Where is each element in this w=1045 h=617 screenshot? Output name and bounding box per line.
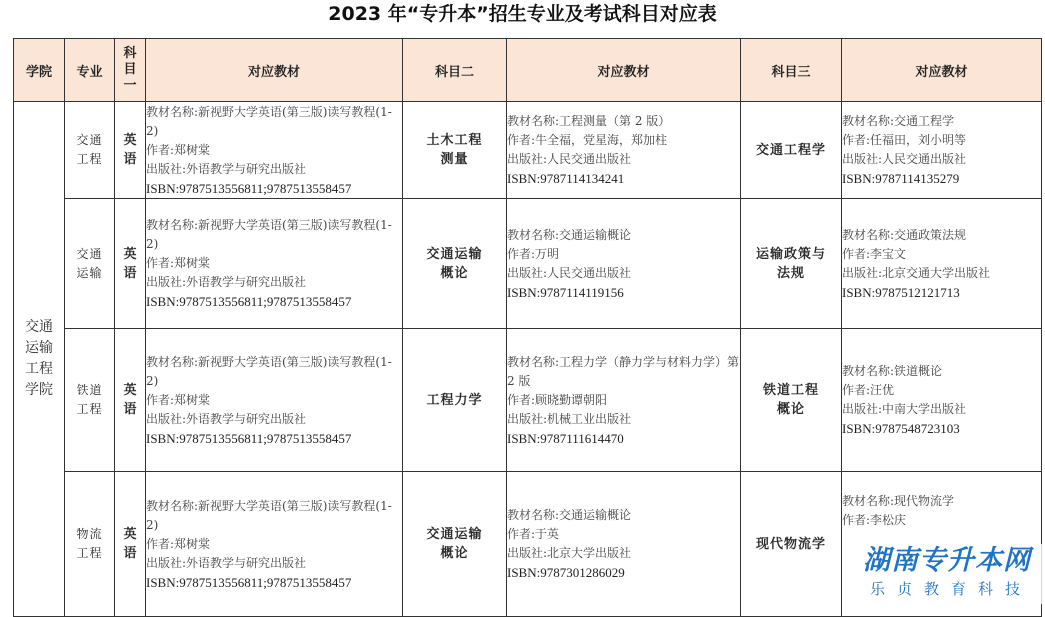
book-publisher: 出版社:人民交通出版社: [507, 152, 632, 166]
book-publisher: 出版社:外语教学与研究出版社: [146, 275, 307, 289]
book-isbn: ISBN:9787114134241: [507, 171, 625, 186]
book-name: 教材名称:新视野大学英语(第三版)读写教程(1-2): [146, 498, 392, 532]
book-publisher: 出版社:外语教学与研究出版社: [146, 555, 307, 570]
header-book3: 对应教材: [842, 39, 1042, 102]
header-college: 学院: [14, 39, 65, 102]
subject1-cell: 英语: [115, 102, 146, 199]
book1-cell: [146, 199, 403, 329]
book-isbn: ISBN:9787111614470: [507, 430, 624, 446]
book2-cell: [507, 472, 741, 617]
subject2-cell: 交通运输概论: [403, 199, 507, 329]
header-subject3: 科目三: [741, 39, 842, 102]
table-row: [14, 329, 1042, 472]
book-author: 作者:郑树棠: [146, 256, 211, 270]
book-author: 作者:郑树棠: [146, 142, 211, 157]
watermark-sub: 乐贞教育科技: [869, 580, 1032, 598]
subject3-cell: 现代物流学: [741, 472, 842, 617]
book-name: 教材名称:工程力学（静力学与材料力学）第 2 版: [507, 354, 740, 388]
book-author: 作者:李松庆: [842, 513, 907, 527]
book-publisher: 出版社:中南大学出版社: [842, 402, 967, 416]
subject2-cell: 交通运输概论: [403, 472, 507, 617]
book-name: 教材名称:铁道概论: [842, 364, 943, 378]
book-isbn: ISBN:9787513556811;9787513558457: [146, 430, 352, 446]
subject-table: [13, 38, 1042, 617]
book-isbn: ISBN:9787301286029: [507, 565, 625, 580]
book-name: 教材名称:交通运输概论: [507, 508, 632, 522]
book-name: 教材名称:交通政策法规: [842, 227, 967, 242]
subject3-cell: 交通工程学: [741, 102, 842, 199]
book-name: 教材名称:交通工程学: [842, 114, 955, 128]
header-subject1: 科目一: [115, 39, 146, 102]
major-cell: 铁道工程: [65, 329, 115, 472]
book2-cell: [507, 199, 741, 329]
book-author: 作者:郑树棠: [146, 392, 211, 407]
subject1-cell: 英语: [115, 472, 146, 617]
book-isbn: ISBN:9787512121713: [842, 284, 960, 300]
book-author: 作者:李宝文: [842, 246, 907, 261]
header-book1: 对应教材: [146, 39, 403, 102]
book-isbn: ISBN:9787513556811;9787513558457: [146, 294, 352, 309]
table-header-row: [14, 39, 1042, 102]
book-name: 教材名称:新视野大学英语(第三版)读写教程(1-2): [146, 104, 392, 138]
subject2-cell: 土木工程测量: [403, 102, 507, 199]
book1-cell: [146, 472, 403, 617]
header-book2: 对应教材: [507, 39, 741, 102]
table-row: [14, 102, 1042, 199]
subject2-cell: 工程力学: [403, 329, 507, 472]
book-author: 作者:郑树棠: [146, 536, 211, 551]
major-cell: 物流工程: [65, 472, 115, 617]
book-isbn: ISBN:9787114119156: [507, 284, 624, 300]
watermark-main: 湖南专升本网: [863, 545, 1031, 576]
subject3-cell: 运输政策与法规: [741, 199, 842, 329]
watermark-logo: [850, 544, 1044, 604]
book-publisher: 出版社:人民交通出版社: [842, 152, 967, 166]
book-isbn: ISBN:9787114135279: [842, 171, 960, 186]
header-major: 专业: [65, 39, 115, 102]
book-isbn: ISBN:9787513556811;9787513558457: [146, 180, 352, 196]
table-row: [14, 199, 1042, 329]
subject1-cell: 英语: [115, 329, 146, 472]
book-publisher: 出版社:外语教学与研究出版社: [146, 411, 307, 426]
book-name: 教材名称:工程测量（第 2 版）: [507, 114, 671, 128]
major-cell: 交通工程: [65, 102, 115, 199]
major-cell: 交通运输: [65, 199, 115, 329]
book-isbn: ISBN:9787513556811;9787513558457: [146, 574, 352, 590]
book-publisher: 出版社:北京大学出版社: [507, 546, 632, 560]
book2-cell: [507, 102, 741, 199]
header-subject2: 科目二: [403, 39, 507, 102]
book-author: 作者:于英: [507, 527, 560, 541]
book1-cell: [146, 102, 403, 199]
subject3-cell: 铁道工程概论: [741, 329, 842, 472]
subject1-cell: 英语: [115, 199, 146, 329]
college-cell: 交通运输工程学院: [14, 102, 65, 617]
book-publisher: 出版社:机械工业出版社: [507, 411, 632, 426]
page-title: 2023 年“专升本”招生专业及考试科目对应表: [328, 3, 717, 25]
book-publisher: 出版社:人民交通出版社: [507, 265, 632, 280]
book-author: 作者:顾晓勤谭朝阳: [507, 392, 608, 407]
book-name: 教材名称:现代物流学: [842, 494, 955, 508]
book-author: 作者:汪优: [842, 383, 895, 397]
book-publisher: 出版社:外语教学与研究出版社: [146, 161, 307, 176]
book-author: 作者:万明: [507, 246, 560, 261]
book3-cell: [842, 329, 1042, 472]
book3-cell: [842, 199, 1042, 329]
book-author: 作者:牛全福，党星海，郑加柱: [507, 133, 668, 147]
book-name: 教材名称:新视野大学英语(第三版)读写教程(1-2): [146, 218, 392, 251]
book-author: 作者:任福田，刘小明等: [842, 133, 967, 147]
book3-cell: [842, 102, 1042, 199]
book-name: 教材名称:交通运输概论: [507, 227, 632, 242]
book2-cell: [507, 329, 741, 472]
book-isbn: ISBN:9787548723103: [842, 421, 960, 436]
book1-cell: [146, 329, 403, 472]
book-publisher: 出版社:北京交通大学出版社: [842, 265, 991, 280]
book-name: 教材名称:新视野大学英语(第三版)读写教程(1-2): [146, 354, 392, 388]
